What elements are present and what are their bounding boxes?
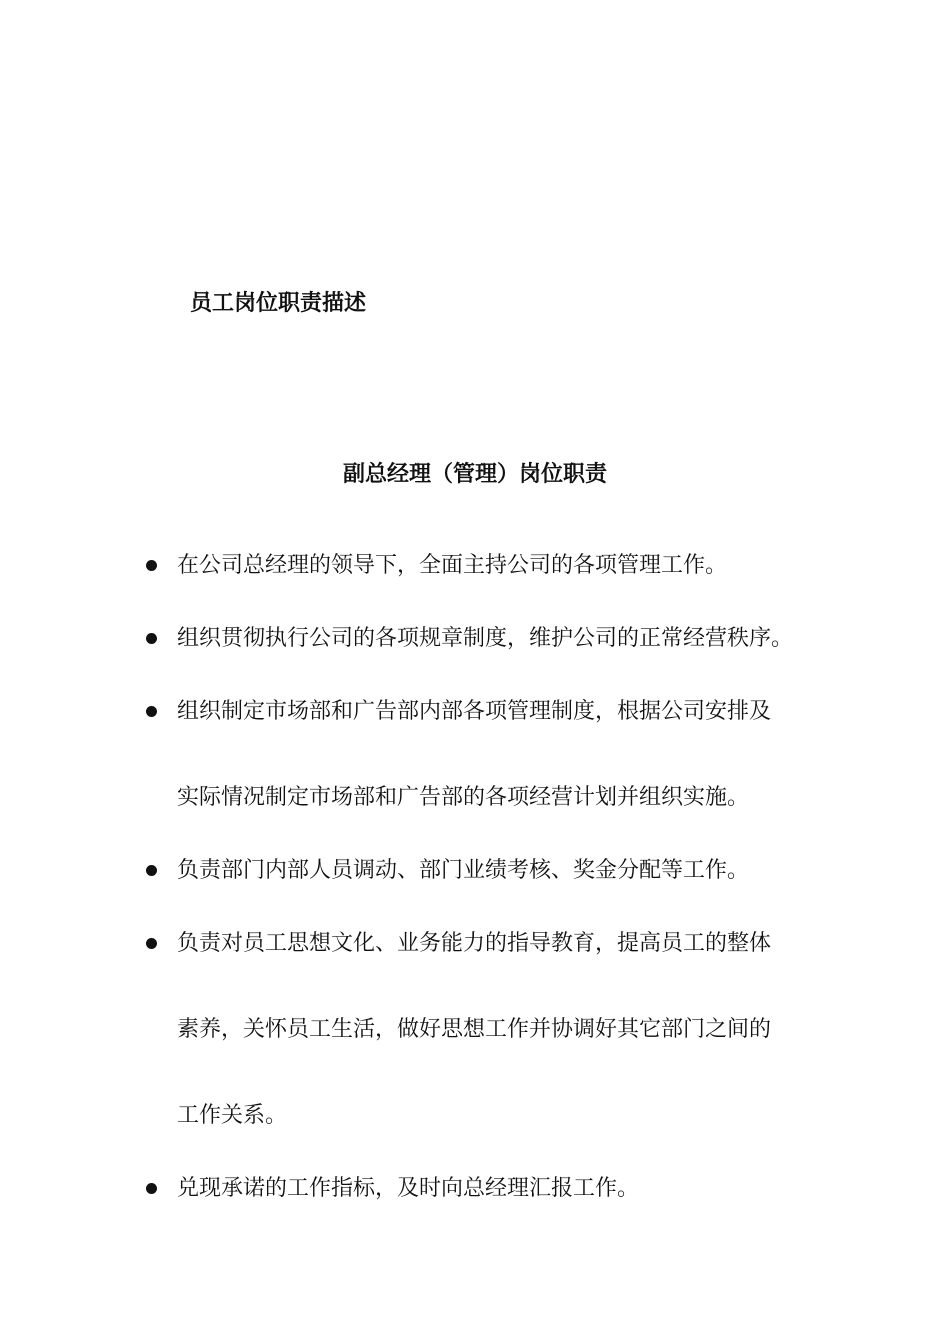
duty-text-line: 组织制定市场部和广告部内部各项管理制度，根据公司安排及 bbox=[177, 699, 772, 724]
duty-text: 组织贯彻执行公司的各项规章制度，维护公司的正常经营秩序。 bbox=[177, 626, 794, 651]
duty-item bbox=[140, 621, 840, 656]
bullet-icon bbox=[146, 865, 157, 876]
duty-item bbox=[140, 853, 840, 888]
bullet-icon bbox=[146, 706, 157, 717]
duty-item bbox=[140, 1171, 840, 1206]
bullet-icon bbox=[146, 560, 157, 571]
duty-item bbox=[140, 926, 840, 1133]
section-title: 副总经理（管理）岗位职责 bbox=[342, 462, 607, 487]
document-title: 员工岗位职责描述 bbox=[190, 291, 367, 316]
duty-list bbox=[140, 548, 840, 1244]
duty-text: 负责部门内部人员调动、部门业绩考核、奖金分配等工作。 bbox=[177, 858, 750, 883]
duty-item bbox=[140, 694, 840, 815]
duty-text-line: 素养，关怀员工生活，做好思想工作并协调好其它部门之间的 bbox=[177, 1017, 772, 1042]
bullet-icon bbox=[146, 633, 157, 644]
duty-item bbox=[140, 548, 840, 583]
duty-text: 兑现承诺的工作指标，及时向总经理汇报工作。 bbox=[177, 1176, 640, 1201]
duty-text: 在公司总经理的领导下，全面主持公司的各项管理工作。 bbox=[177, 553, 728, 578]
duty-text-line: 工作关系。 bbox=[177, 1103, 288, 1128]
duty-text-line: 负责对员工思想文化、业务能力的指导教育，提高员工的整体 bbox=[177, 931, 772, 956]
bullet-icon bbox=[146, 1183, 157, 1194]
duty-text-line: 实际情况制定市场部和广告部的各项经营计划并组织实施。 bbox=[177, 785, 750, 810]
bullet-icon bbox=[146, 938, 157, 949]
